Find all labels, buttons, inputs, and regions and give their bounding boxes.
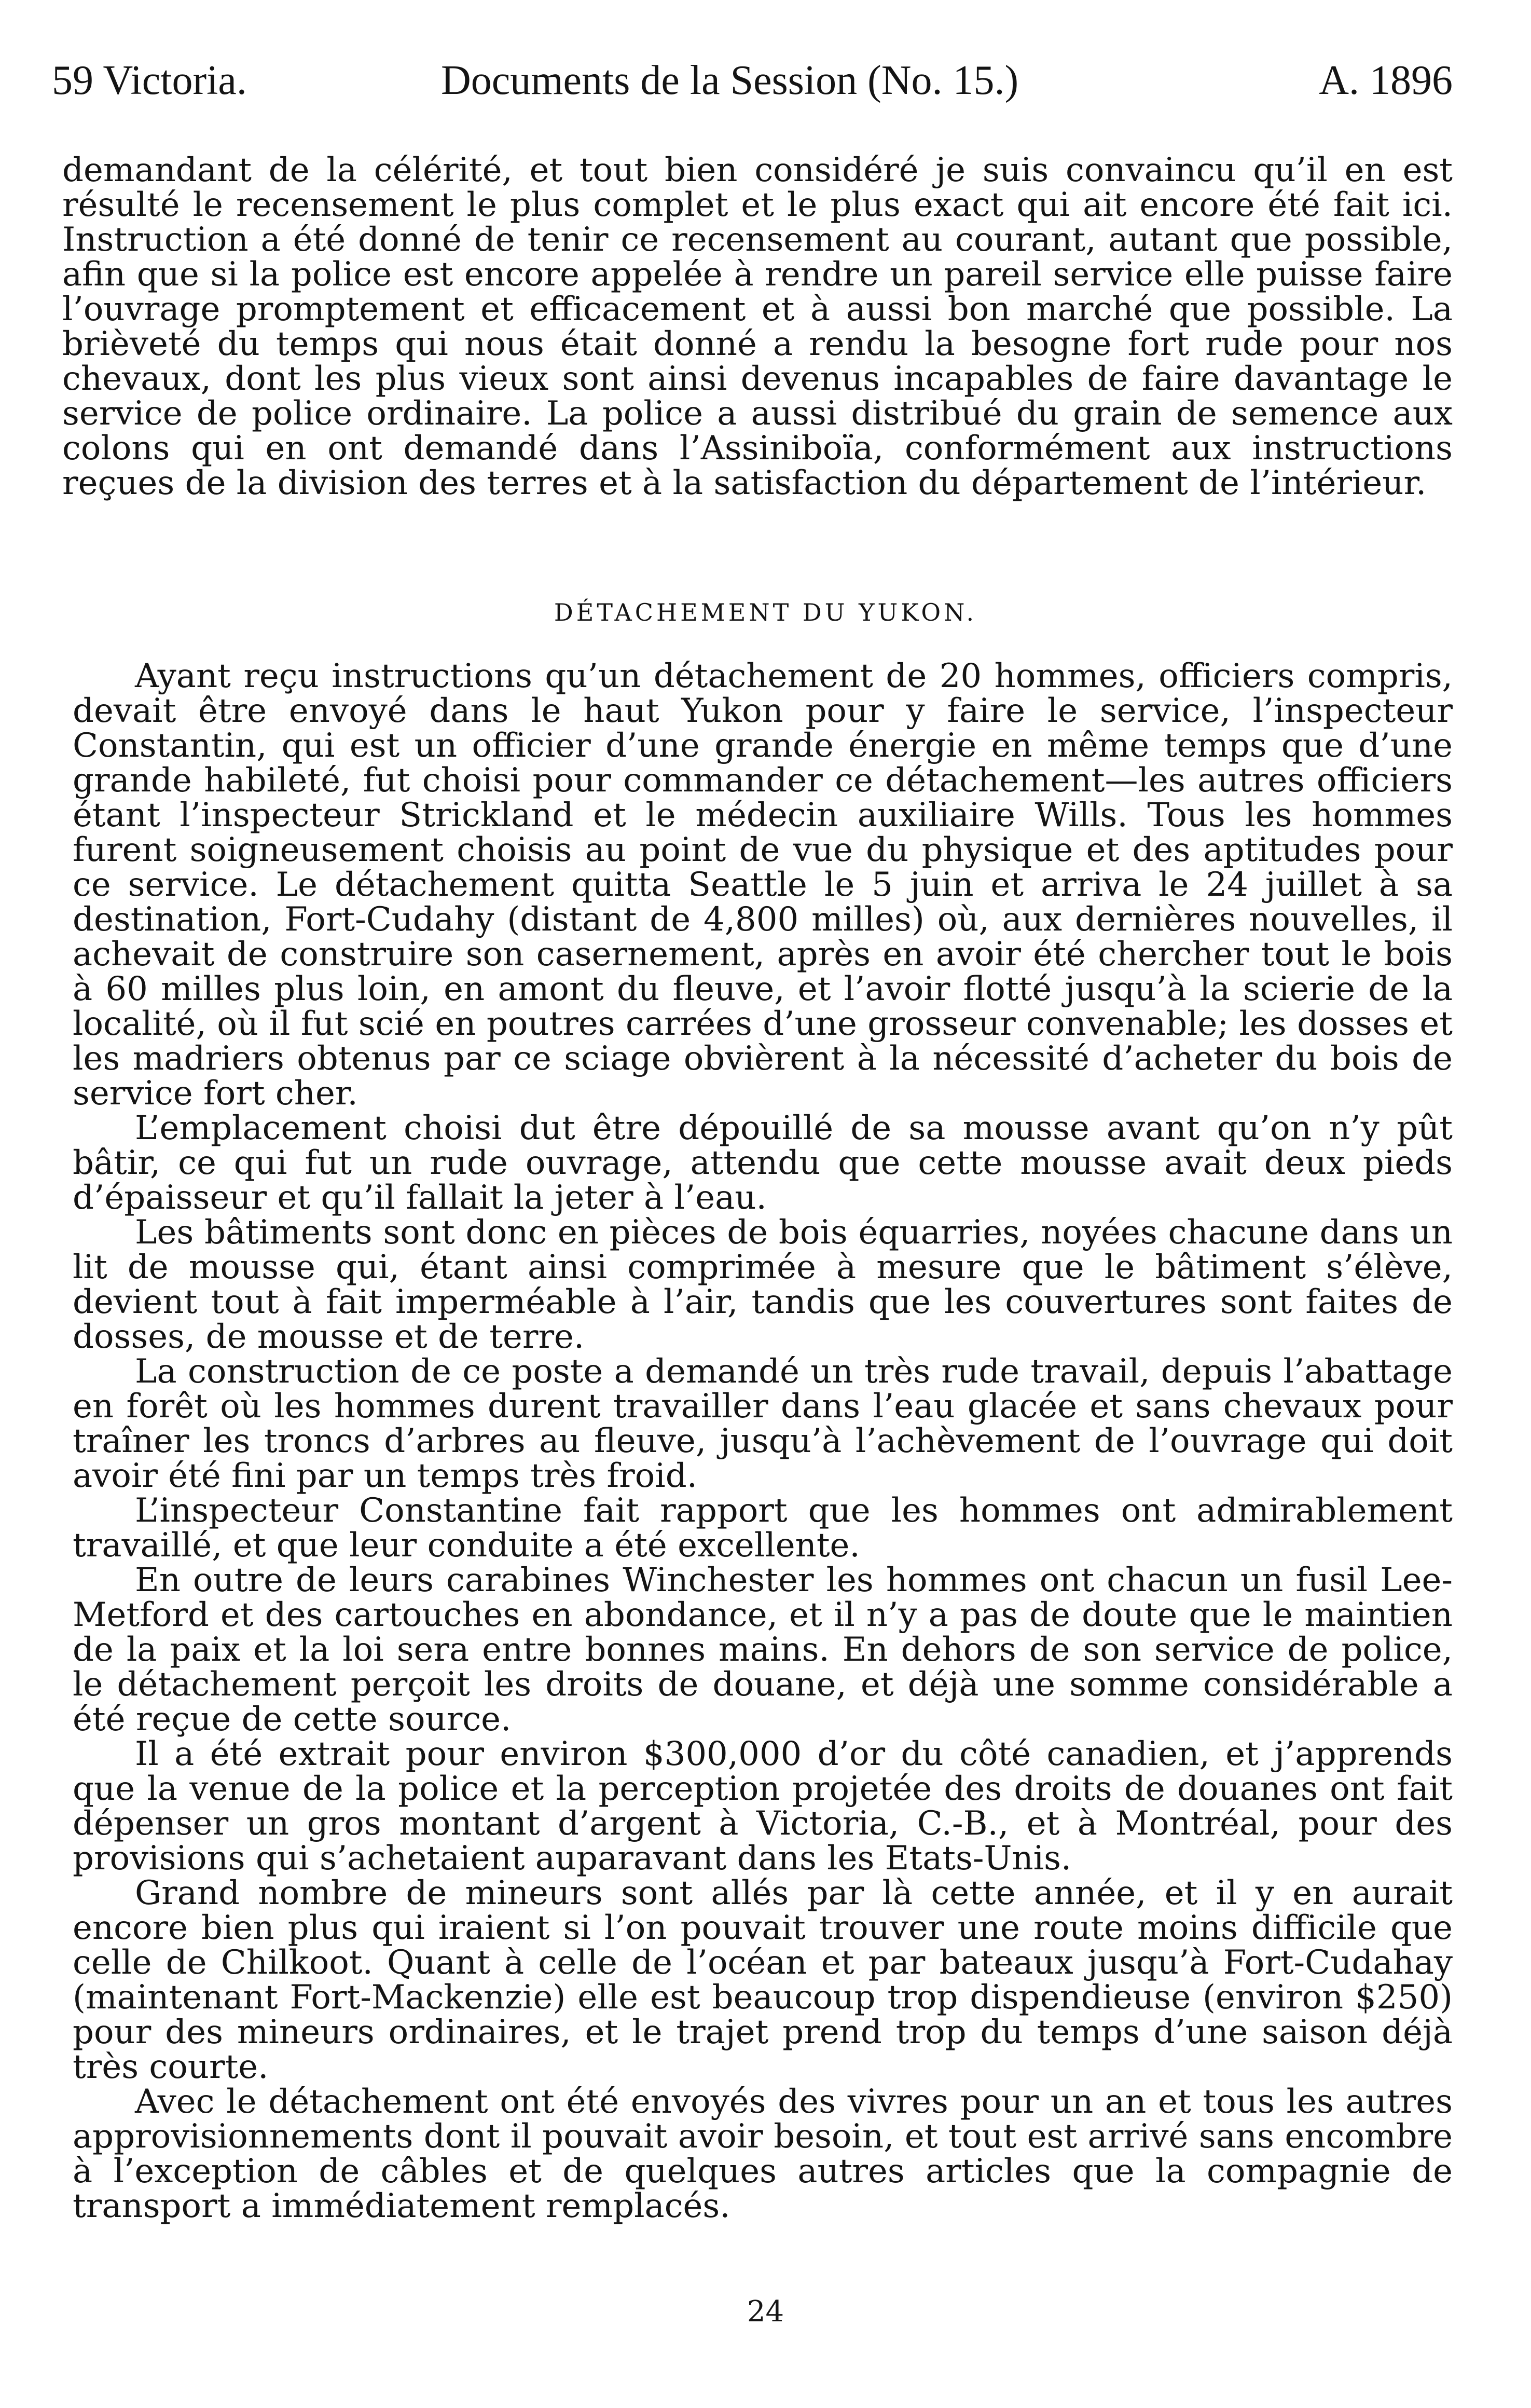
intro-text [62, 153, 1453, 501]
running-header [52, 52, 1453, 109]
paragraph: La construction de ce poste a demandé un très rude travail, depuis l’abattage en forêt où les hommes durent travailler dans l’eau glacée et sans chevaux pour traîner les troncs d’arbres au fleuve, jusqu’à l’achèvement de l’ouvrage qui doit avoir été fini par un temps très froid. [73, 1352, 1453, 1495]
paragraph: L’emplacement choisi dut être dépouillé de sa mousse avant qu’on n’y pût bâtir, ce qui fut un rude ouvrage, attendu que cette mousse avait deux pieds d’épaisseur et qu’il fallait la jeter à l’eau. [73, 1109, 1453, 1217]
paragraph: Les bâtiments sont donc en pièces de bois équarries, noyées chacune dans un lit de mousse qui, étant ainsi comprimée à mesure que le bâtiment s’élève, devient tout à fait imperméable à l’air, tandis que les couvertures sont faites de dosses, de mousse et de terre. [73, 1213, 1453, 1356]
paragraph: L’inspecteur Constantine fait rapport que les hommes ont admirablement travaillé, et que leur conduite a été excellente. [73, 1492, 1453, 1565]
paragraph: En outre de leurs carabines Winchester les hommes ont chacun un fusil Lee-Metford et des cartouches en abondance, et il n’y a pas de doute que le maintien de la paix et la loi sera entre bonnes mains. En dehors de son service de police, le détachement perçoit les droits de douane, et déjà une somme considérable a été reçue de cette source. [73, 1561, 1453, 1739]
intro-paragraph: demandant de la célérité, et tout bien considéré je suis convaincu qu’il en est résulté le recensement le plus complet et le plus exact qui ait encore été fait ici. Instruction a été donné de tenir ce recensement au courant, autant que possible, afin que si la police est encore appelée à rendre un pareil service elle puisse faire l’ouvrage promptement et efficacement et à aussi bon marché que possible. La brièveté du temps qui nous était donné a rendu la besogne fort rude pour nos chevaux, dont les plus vieux sont ainsi devenus incapables de faire davantage le service de police ordinaire. La police a aussi distribué du grain de semence aux colons qui en ont demandé dans l’Assiniboïa, conformément aux instructions reçues de la division des terres et à la satisfaction du département de l’intérieur. [62, 151, 1453, 502]
section-body [73, 659, 1453, 2224]
header-volume: 59 Victoria. [52, 58, 247, 103]
paragraph: Ayant reçu instructions qu’un détachement de 20 hommes, officiers compris, devait être envoyé dans le haut Yukon pour y faire le service, l’inspecteur Constantin, qui est un officier d’une grande énergie en même temps que d’une grande habileté, fut choisi pour commander ce détachement—les autres officiers étant l’inspecteur Strickland et le médecin auxiliaire Wills. Tous les hommes furent soigneusement choisis au point de vue du physique et des aptitudes pour ce service. Le détachement quitta Seattle le 5 juin et arriva le 24 juillet à sa destination, Fort-Cudahy (distant de 4,800 milles) où, aux dernières nouvelles, il achevait de construire son casernement, après en avoir été chercher tout le bois à 60 milles plus loin, en amont du fleuve, et l’avoir flotté jusqu’à la scierie de la localité, où il fut scié en poutres carrées d’une grosseur convenable; les dosses et les madriers obtenus par ce sciage obvièrent à la nécessité d’acheter du bois de service fort cher. [73, 657, 1453, 1113]
header-year: A. 1896 [1319, 58, 1453, 103]
page-number: 24 [747, 2295, 784, 2329]
header-title: Documents de la Session (No. 15.) [441, 58, 1019, 103]
paragraph: Il a été extrait pour environ $300,000 d’or du côté canadien, et j’apprends que la venue de la police et la perception projetée des droits de douanes ont fait dépenser un gros montant d’argent à Victoria, C.-B., et à Montréal, pour des provisions qui s’achetaient auparavant dans les Etats-Unis. [73, 1735, 1453, 1878]
section-heading: DÉTACHEMENT DU YUKON. [554, 598, 977, 626]
paragraph: Avec le détachement ont été envoyés des vivres pour un an et tous les autres approvisionnements dont il pouvait avoir besoin, et tout est arrivé sans encombre à l’exception de câbles et de quelques autres articles que la compagnie de transport a immédiatement remplacés. [73, 2083, 1453, 2225]
paragraph: Grand nombre de mineurs sont allés par là cette année, et il y en aurait encore bien plus qui iraient si l’on pouvait trouver une route moins difficile que celle de Chilkoot. Quant à celle de l’océan et par bateaux jusqu’à Fort-Cudahay (maintenant Fort-Mackenzie) elle est beaucoup trop dispendieuse (environ $250) pour des mineurs ordinaires, et le trajet prend trop du temps d’une saison déjà très courte. [73, 1874, 1453, 2086]
